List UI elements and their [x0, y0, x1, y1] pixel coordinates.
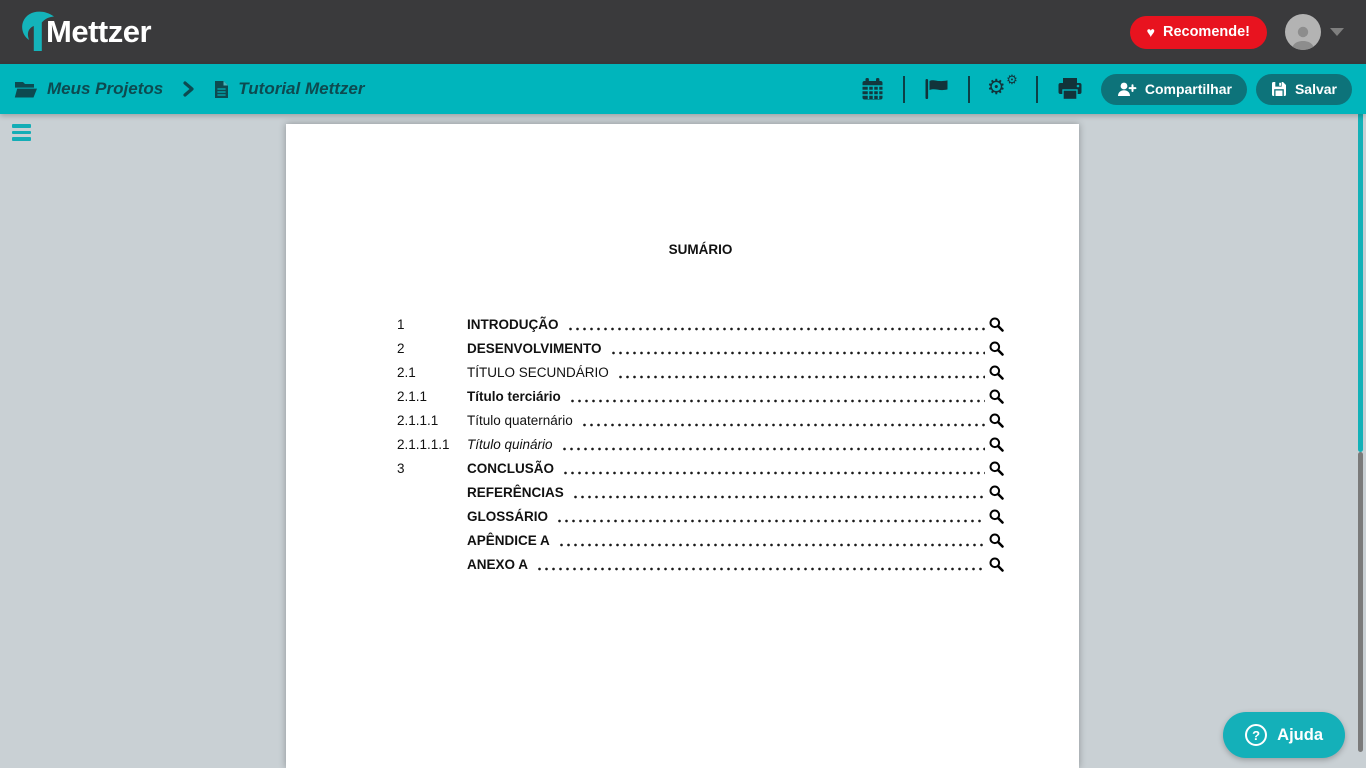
toc-list — [286, 312, 1079, 576]
help-label: Ajuda — [1277, 725, 1323, 744]
toc-number: 2 — [397, 340, 405, 356]
heart-icon: ♥ — [1146, 24, 1155, 40]
toc-row — [397, 384, 1004, 408]
search-icon — [989, 365, 1004, 380]
toc-row — [397, 552, 1004, 576]
save-label: Salvar — [1294, 81, 1337, 97]
menu-icon[interactable] — [12, 124, 31, 144]
search-icon — [989, 461, 1004, 476]
action-bar — [0, 64, 1366, 114]
recommend-label: Recomende! — [1162, 24, 1250, 40]
toc-dots-leader — [565, 312, 986, 336]
gears-icon: ⚙ ⚙ — [986, 72, 1018, 99]
toc-title[interactable]: Título quaternário — [467, 412, 573, 428]
calendar-button[interactable] — [861, 77, 884, 101]
toc-number: 3 — [397, 460, 405, 476]
toc-search-button[interactable] — [989, 509, 1004, 524]
toc-title[interactable]: CONCLUSÃO — [467, 460, 554, 476]
toc-row — [397, 360, 1004, 384]
toc-title[interactable]: REFERÊNCIAS — [467, 484, 564, 500]
toc-row — [397, 480, 1004, 504]
toc-dots-leader — [534, 552, 985, 576]
toc-search-button[interactable] — [989, 557, 1004, 572]
toc-dots-leader — [560, 456, 985, 480]
toc-title[interactable]: Título quinário — [467, 436, 553, 452]
breadcrumb — [14, 79, 364, 99]
toc-row — [397, 336, 1004, 360]
toc-search-button[interactable] — [989, 485, 1004, 500]
print-button[interactable] — [1057, 77, 1083, 101]
breadcrumb-document[interactable] — [214, 80, 229, 99]
toc-title[interactable]: INTRODUÇÃO — [467, 316, 559, 332]
mettzer-logo-text: Mettzer — [46, 14, 152, 49]
top-navbar — [0, 0, 1366, 64]
chevron-right-icon — [183, 81, 194, 97]
search-icon — [989, 533, 1004, 548]
toc-search-button[interactable] — [989, 317, 1004, 332]
avatar[interactable] — [1285, 14, 1321, 50]
toc-row — [397, 456, 1004, 480]
flag-icon — [924, 78, 949, 100]
toc-search-button[interactable] — [989, 413, 1004, 428]
search-icon — [989, 389, 1004, 404]
breadcrumb-separator — [183, 81, 194, 97]
toc-number: 1 — [397, 316, 405, 332]
toc-row — [397, 312, 1004, 336]
share-label: Compartilhar — [1144, 81, 1232, 97]
help-button[interactable] — [1223, 712, 1345, 758]
toolbar-divider — [1036, 76, 1038, 103]
toc-dots-leader — [570, 480, 985, 504]
search-icon — [989, 317, 1004, 332]
toc-title[interactable]: Título terciário — [467, 388, 561, 404]
toc-search-button[interactable] — [989, 437, 1004, 452]
mettzer-logo[interactable] — [20, 10, 151, 54]
search-icon — [989, 509, 1004, 524]
toc-dots-leader — [567, 384, 985, 408]
save-button[interactable] — [1256, 74, 1352, 105]
toc-number: 2.1.1 — [397, 388, 428, 404]
toc-row — [397, 432, 1004, 456]
toc-row — [397, 408, 1004, 432]
file-icon — [214, 80, 229, 99]
save-icon — [1271, 81, 1287, 97]
toc-title[interactable]: ANEXO A — [467, 556, 529, 572]
toc-dots-leader — [615, 360, 985, 384]
toc-search-button[interactable] — [989, 365, 1004, 380]
editor-canvas — [0, 114, 1366, 768]
scrollbar-track[interactable] — [1358, 452, 1363, 752]
scrollbar-thumb[interactable] — [1358, 112, 1363, 452]
action-bar-tools — [852, 74, 1352, 105]
search-icon — [989, 485, 1004, 500]
toc-dots-leader — [579, 408, 985, 432]
toc-row — [397, 528, 1004, 552]
search-icon — [989, 341, 1004, 356]
recommend-button[interactable] — [1130, 16, 1267, 49]
toc-search-button[interactable] — [989, 389, 1004, 404]
toc-search-button[interactable] — [989, 461, 1004, 476]
toc-number: 2.1.1.1.1 — [397, 436, 450, 452]
user-icon — [1288, 22, 1318, 50]
chevron-down-icon[interactable] — [1330, 28, 1344, 36]
document-page[interactable] — [286, 124, 1079, 768]
user-plus-icon — [1116, 81, 1137, 97]
toc-title[interactable]: APÊNDICE A — [467, 532, 550, 548]
folder-icon — [14, 81, 38, 98]
search-icon — [989, 557, 1004, 572]
toolbar-divider — [903, 76, 905, 103]
breadcrumb-document-label[interactable]: Tutorial Mettzer — [238, 79, 365, 98]
toc-title[interactable]: DESENVOLVIMENTO — [467, 340, 602, 356]
breadcrumb-projects-label[interactable]: Meus Projetos — [47, 79, 164, 98]
toc-row — [397, 504, 1004, 528]
flag-button[interactable] — [924, 78, 949, 100]
document-title[interactable]: SUMÁRIO — [668, 242, 733, 257]
question-circle-icon: ? — [1245, 724, 1267, 746]
toc-dots-leader — [559, 432, 985, 456]
toc-number: 2.1.1.1 — [397, 412, 439, 428]
search-icon — [989, 437, 1004, 452]
toc-dots-leader — [608, 336, 985, 360]
toc-search-button[interactable] — [989, 533, 1004, 548]
search-icon — [989, 413, 1004, 428]
printer-icon — [1057, 77, 1083, 101]
breadcrumb-projects[interactable] — [14, 81, 38, 98]
share-button[interactable] — [1101, 74, 1247, 105]
toolbar-divider — [968, 76, 970, 103]
calendar-icon — [861, 77, 884, 101]
toc-search-button[interactable] — [989, 341, 1004, 356]
settings-button[interactable] — [986, 72, 1018, 102]
toc-dots-leader — [554, 504, 985, 528]
toc-number: 2.1 — [397, 364, 416, 380]
toc-title[interactable]: TÍTULO SECUNDÁRIO — [467, 364, 609, 380]
toc-title[interactable]: GLOSSÁRIO — [467, 508, 549, 524]
toc-dots-leader — [556, 528, 985, 552]
